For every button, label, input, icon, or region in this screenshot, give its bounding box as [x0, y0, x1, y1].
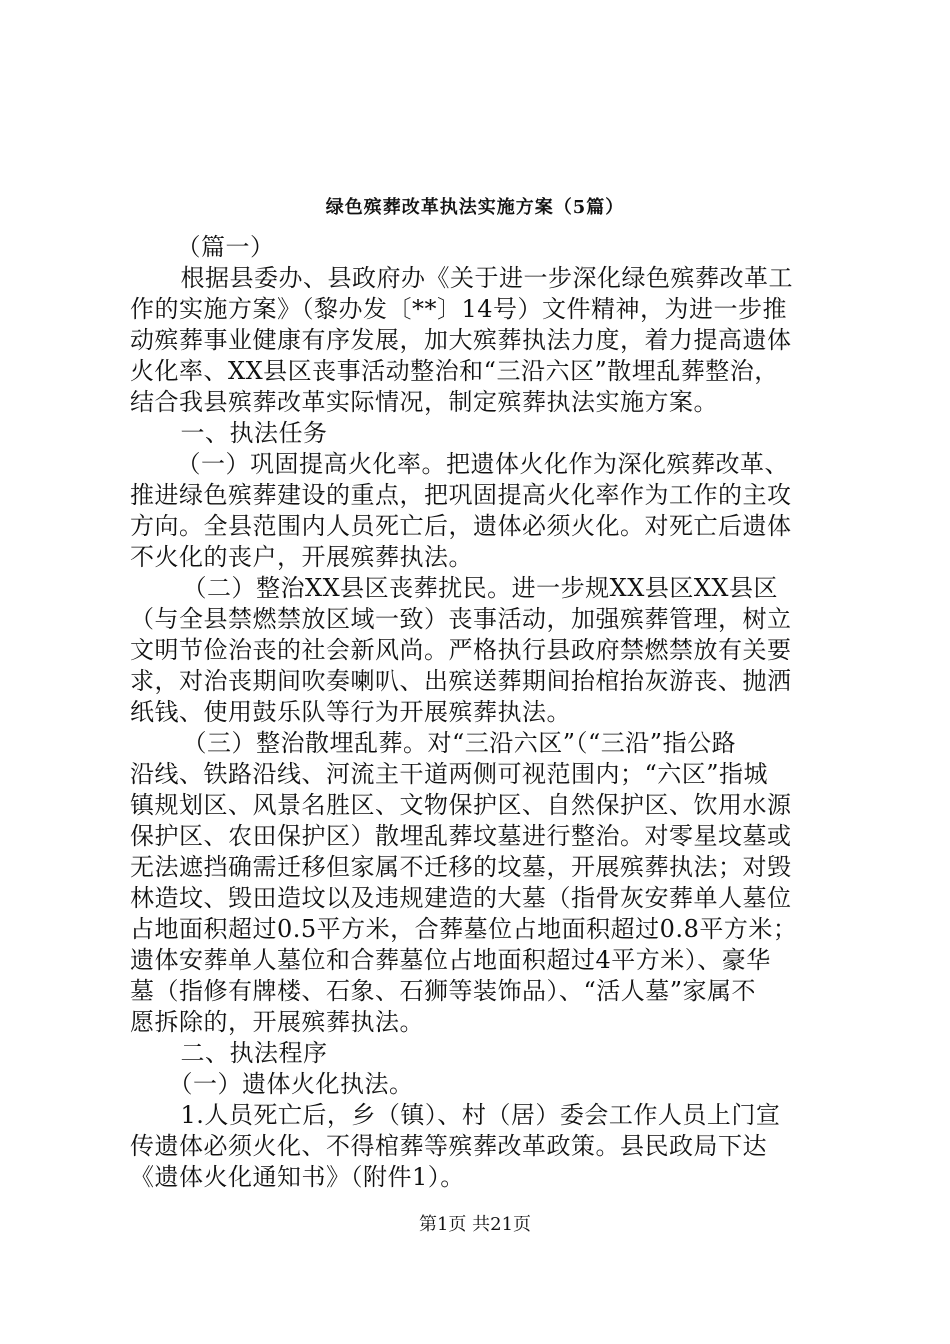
body-line: 1.人员死亡后，乡（镇）、村（居）委会工作人员上门宣 [156, 1101, 781, 1129]
section-heading: 二、执法程序 [156, 1039, 328, 1067]
body-line: （与全县禁燃禁放区域一致）丧事活动，加强殡葬管理，树立 [130, 605, 792, 633]
body-line: （二）整治XX县区丧葬扰民。进一步规XX县区XX县区 [170, 574, 779, 602]
body-line: 保护区、农田保护区）散埋乱葬坟墓进行整治。对零星坟墓或 [130, 822, 792, 850]
body-line: 根据县委办、县政府办《关于进一步深化绿色殡葬改革工 [156, 264, 793, 292]
body-line: 推进绿色殡葬建设的重点，把巩固提高火化率作为工作的主攻 [130, 481, 792, 509]
body-line: 传遗体必须火化、不得棺葬等殡葬改革政策。县民政局下达 [130, 1132, 767, 1160]
body-line: 占地面积超过0.5平方米，合葬墓位占地面积超过0.8平方米； [130, 915, 798, 943]
body-line: 作的实施方案》（黎办发〔**〕14号）文件精神，为进一步推 [130, 295, 788, 323]
page-number-footer: 第1页 共21页 [418, 1214, 532, 1235]
body-line: （一）巩固提高火化率。把遗体火化作为深化殡葬改革、 [164, 450, 789, 478]
section-heading: 一、执法任务 [156, 419, 328, 447]
body-line: （一）遗体火化执法。 [156, 1070, 414, 1098]
body-line: 求，对治丧期间吹奏喇叭、出殡送葬期间抬棺抬灰游丧、抛洒 [130, 667, 792, 695]
body-line: 镇规划区、风景名胜区、文物保护区、自然保护区、饮用水源 [130, 791, 792, 819]
body-line: 《遗体火化通知书》（附件1）。 [130, 1163, 465, 1191]
body-line: 纸钱、使用鼓乐队等行为开展殡葬执法。 [130, 698, 571, 726]
document-body [130, 232, 830, 1193]
body-line: 墓（指修有牌楼、石象、石狮等装饰品）、“活人墓”家属不 [130, 977, 757, 1005]
body-line: 结合我县殡葬改革实际情况，制定殡葬执法实施方案。 [130, 388, 718, 416]
body-line: 不火化的丧户，开展殡葬执法。 [130, 543, 473, 571]
body-line: 文明节俭治丧的社会新风尚。严格执行县政府禁燃禁放有关要 [130, 636, 792, 664]
body-line: （篇一） [164, 233, 275, 261]
body-line: 火化率、XX县区丧事活动整治和“三沿六区”散埋乱葬整治， [130, 357, 779, 385]
body-line: （三）整治散埋乱葬。对“三沿六区”（“三沿”指公路 [170, 729, 737, 757]
document-title: 绿色殡葬改革执法实施方案（5篇） [325, 197, 625, 218]
body-line: 方向。全县范围内人员死亡后，遗体必须火化。对死亡后遗体 [130, 512, 792, 540]
body-line: 林造坟、毁田造坟以及违规建造的大墓（指骨灰安葬单人墓位 [130, 884, 792, 912]
body-line: 沿线、铁路沿线、河流主干道两侧可视范围内；“六区”指城 [130, 760, 769, 788]
body-line: 无法遮挡确需迁移但家属不迁移的坟墓，开展殡葬执法；对毁 [130, 853, 792, 881]
body-line: 遗体安葬单人墓位和合葬墓位占地面积超过4平方米）、豪华 [130, 946, 771, 974]
body-line: 愿拆除的，开展殡葬执法。 [130, 1008, 424, 1036]
body-line: 动殡葬事业健康有序发展，加大殡葬执法力度，着力提高遗体 [130, 326, 792, 354]
